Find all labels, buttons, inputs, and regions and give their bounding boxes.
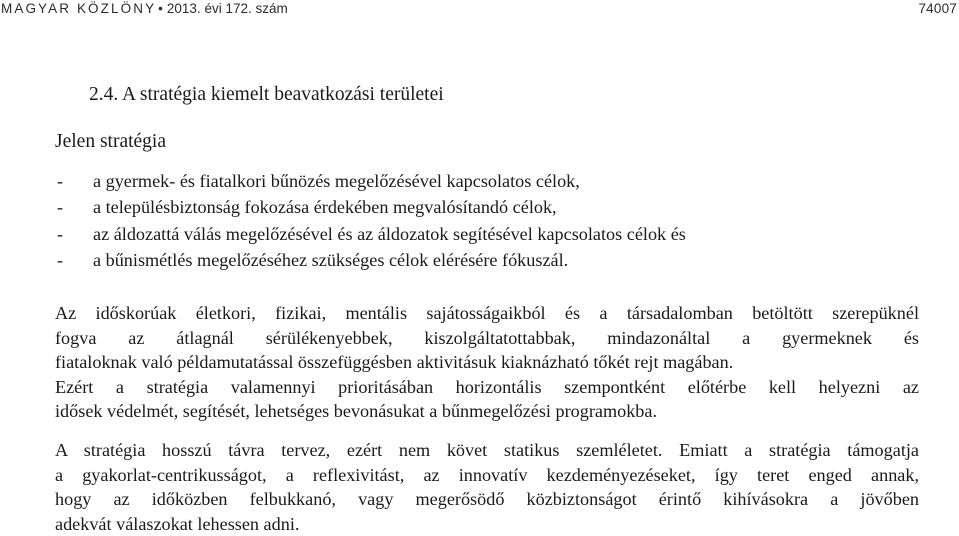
paragraph-long-term [55, 438, 919, 536]
list-item [55, 221, 686, 247]
section-intro: Jelen stratégia [55, 131, 166, 152]
running-head [1, 1, 288, 16]
paragraph-line: hogy az időközben felbukkanó, vagy megerősödő közbiztonságot érintő kihívásokra a jövőben [55, 489, 919, 510]
list-dash: - [57, 223, 64, 244]
paragraph-line: fiataloknak való példamutatással összefüggésben aktivitásuk kiaknázható tőkét rejt magában. [55, 352, 734, 373]
list-item-text: a bűnismétlés megelőzéséhez szükséges célok elérésére fókuszál. [93, 250, 569, 271]
paragraph-line: idősek védelmét, segítését, lehetséges bevonásukat a bűnmegelőzési programokba. [55, 401, 658, 422]
publication-name: MAGYAR KÖZLÖNY [1, 1, 157, 16]
paragraph-line: adekvát válaszokat lehessen adni. [55, 513, 300, 534]
header-separator: • [158, 1, 163, 16]
page-header [0, 0, 959, 20]
list-dash: - [57, 250, 64, 271]
paragraph-line: Ezért a stratégia valamennyi prioritásában horizontális szempontként előtérbe kell helyezni az [55, 376, 919, 397]
paragraph-line: a gyakorlat-centrikusságot, a reflexivitást, az innovatív kezdeményezéseket, így teret enged annak, [55, 464, 919, 485]
list-item [55, 247, 686, 273]
list-item-text: az áldozattá válás megelőzésével és az áldozatok segítésével kapcsolatos célok és [93, 223, 686, 244]
paragraph-elderly [55, 301, 919, 424]
list-item [55, 194, 686, 220]
list-item-text: a gyermek- és fiatalkori bűnözés megelőzésével kapcsolatos célok, [93, 171, 580, 191]
goal-list [55, 168, 686, 274]
paragraph-line: A stratégia hosszú távra tervez, ezért nem követ statikus szemléletet. Emiatt a stratégia támogatja [55, 440, 919, 460]
issue-label: 2013. évi 172. szám [166, 1, 288, 16]
paragraph-line: fogva az átlagnál sérülékenyebbek, kiszolgáltatottabbak, mindazonáltal a gyermeknek és [55, 327, 919, 348]
page-number: 74007 [918, 1, 957, 16]
list-dash: - [57, 197, 64, 218]
list-item [55, 168, 686, 194]
list-item-text: a településbiztonság fokozása érdekében megvalósítandó célok, [93, 197, 557, 218]
paragraph-line: Az időskorúak életkori, fizikai, mentális sajátosságaikból és a társadalomban betöltött szerepüknél [55, 303, 919, 323]
list-dash: - [57, 171, 64, 191]
section-title: 2.4. A stratégia kiemelt beavatkozási területei [89, 84, 444, 105]
